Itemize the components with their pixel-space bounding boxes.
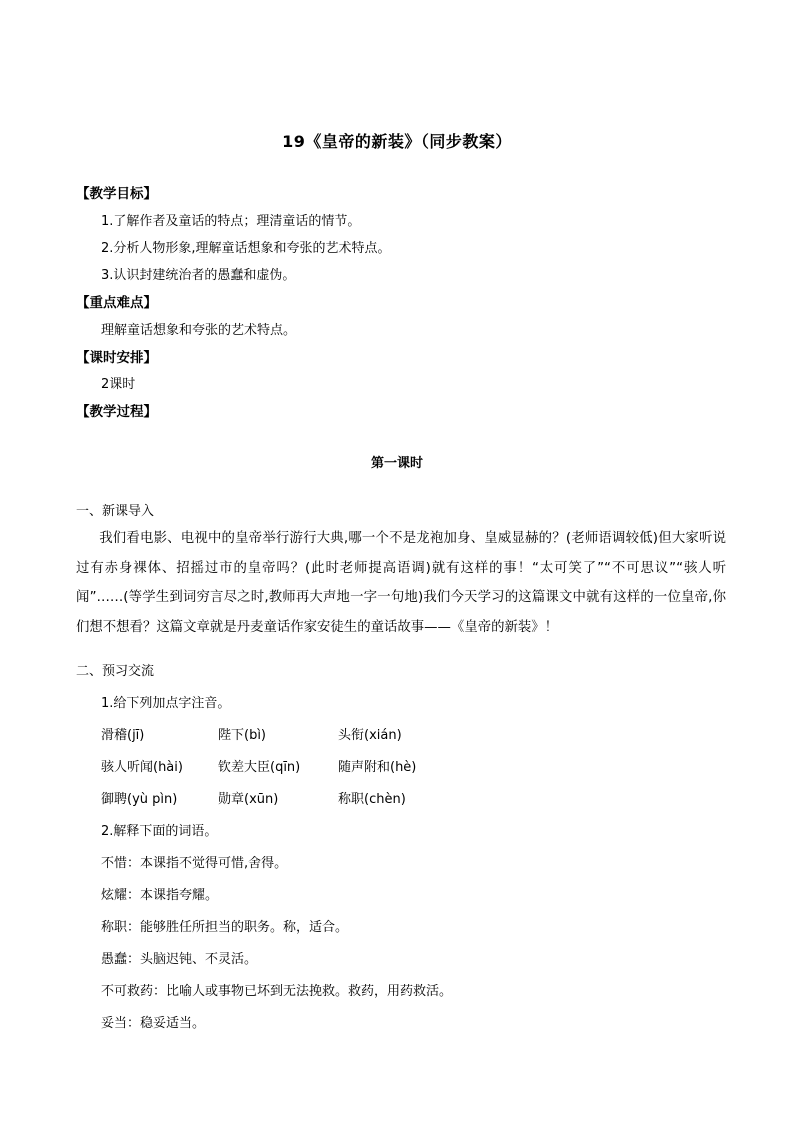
goal-item: 2.分析人物形象,理解童话想象和夸张的艺术特点。 <box>101 241 391 256</box>
section-intro-heading: 一、新课导入 <box>76 504 155 519</box>
section-preview-heading: 二、预习交流 <box>76 664 155 679</box>
pinyin-item: 随声附和(hè) <box>338 760 417 775</box>
task2-label: 2.解释下面的词语。 <box>101 824 218 839</box>
task1-label: 1.给下列加点字注音。 <box>101 696 231 711</box>
pinyin-item: 钦差大臣(qīn) <box>218 760 301 775</box>
definition-item: 不可救药：比喻人或事物已坏到无法挽救。救药，用药救活。 <box>101 984 453 999</box>
key-points-heading: 【重点难点】 <box>76 295 157 311</box>
pinyin-item: 滑稽(jī) <box>101 728 145 743</box>
pinyin-item: 勋章(xūn) <box>218 792 279 807</box>
document-title: 19《皇帝的新装》（同步教案） <box>282 132 512 151</box>
lesson-title: 第一课时 <box>370 456 423 471</box>
definition-item: 炫耀：本课指夸耀。 <box>101 888 219 903</box>
definition-item: 妥当：稳妥适当。 <box>101 1016 206 1031</box>
pinyin-item: 头衔(xián) <box>338 728 402 743</box>
schedule-text: 2课时 <box>101 377 136 392</box>
pinyin-item: 骇人听闻(hài) <box>101 760 183 775</box>
intro-paragraph <box>76 524 726 642</box>
goals-heading: 【教学目标】 <box>76 186 157 202</box>
pinyin-item: 称职(chèn) <box>338 792 406 807</box>
key-points-text: 理解童话想象和夸张的艺术特点。 <box>101 323 297 338</box>
definition-item: 称职：能够胜任所担当的职务。称，适合。 <box>101 920 349 935</box>
process-heading: 【教学过程】 <box>76 404 157 420</box>
goal-item: 1.了解作者及童话的特点；理清童话的情节。 <box>101 214 361 229</box>
definition-item: 不惜：本课指不觉得可惜,舍得。 <box>101 856 288 871</box>
pinyin-item: 御聘(yù pìn) <box>101 792 178 807</box>
pinyin-item: 陛下(bì) <box>218 728 267 743</box>
definition-item: 愚蠢：头脑迟钝、不灵活。 <box>101 952 258 967</box>
schedule-heading: 【课时安排】 <box>76 350 157 366</box>
intro-paragraph-text: 我们看电影、电视中的皇帝举行游行大典,哪一个不是龙袍加身、皇威显赫的？(老师语调较低)但大家听说过有赤身裸体、招摇过市的皇帝吗？(此时老师提高语调)就有这样的事！“太可笑了”“不可思议”“骇人听闻”……(等学生到词穷言尽之时,教师再大声地一字一句地)我们今天学习的这篇课文中就有这样的一位皇帝,你们想不想看？这篇文章就是丹麦童话作家安徒生的童话故事——《皇帝的新装》！ <box>76 531 726 635</box>
goal-item: 3.认识封建统治者的愚蠢和虚伪。 <box>101 268 296 283</box>
